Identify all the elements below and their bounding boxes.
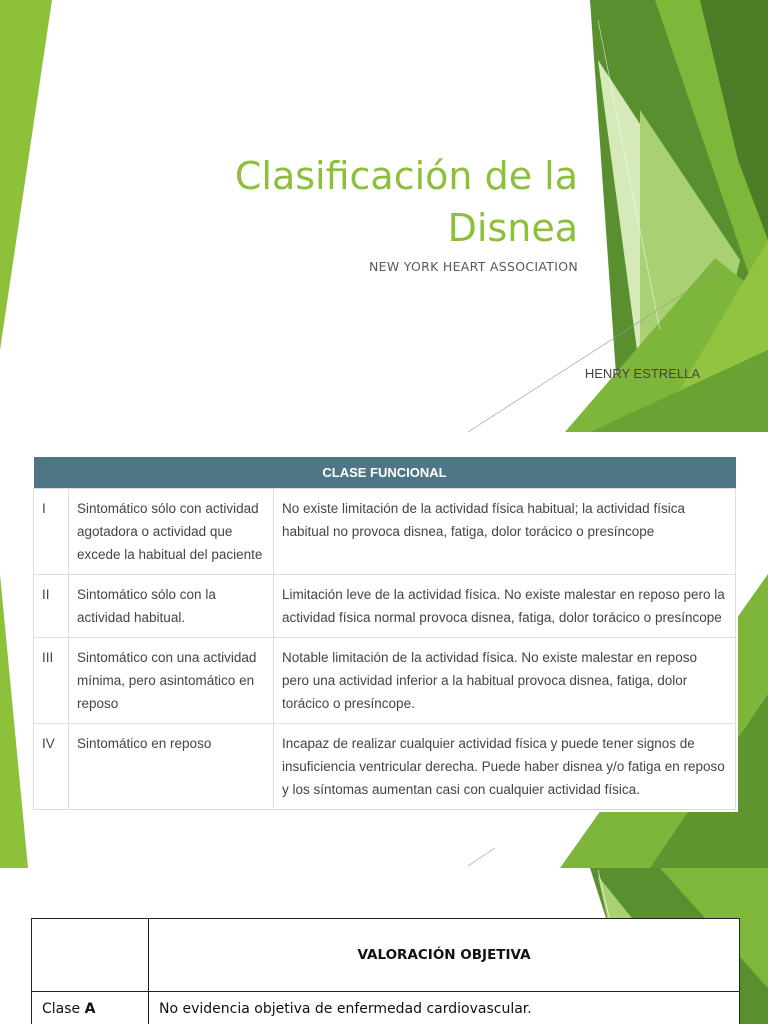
title-slide <box>0 0 768 434</box>
class-label <box>32 992 149 1024</box>
table-header: CLASE FUNCIONAL <box>34 457 736 489</box>
table-row <box>34 724 736 810</box>
assessment-header: VALORACIÓN OBJETIVA <box>149 919 740 992</box>
description-cell: Notable limitación de la actividad física. No existe malestar en reposo pero una actividad inferior a la habitual provoca disnea, fatiga, dolor torácico o presíncope. <box>274 638 736 724</box>
class-letter: A <box>84 1001 96 1017</box>
table-row <box>34 638 736 724</box>
class-label-prefix: Clase <box>42 1001 85 1017</box>
empty-corner-cell <box>32 919 149 992</box>
slide-subtitle: NEW YORK HEART ASSOCIATION <box>368 259 578 274</box>
functional-class-table <box>33 457 736 810</box>
author-name: HENRY ESTRELLA <box>584 366 700 381</box>
symptom-cell: Sintomático sólo con actividad agotadora o actividad que excede la habitual del paciente <box>69 489 274 575</box>
title-line-2: Disnea <box>447 206 578 250</box>
description-cell: Incapaz de realizar cualquier actividad física y puede tener signos de insuficiencia ventricular derecha. Puede haber disnea y/o fatiga en reposo y los síntomas aumentan casi con cualquier actividad física. <box>274 724 736 810</box>
title-line-1: Clasificación de la <box>234 154 578 198</box>
table-row <box>34 489 736 575</box>
description-cell: No existe limitación de la actividad física habitual; la actividad física habitual no provoca disnea, fatiga, dolor torácico o presíncope <box>274 489 736 575</box>
class-cell: I <box>34 489 69 575</box>
slide-title <box>150 150 578 254</box>
symptom-cell: Sintomático sólo con la actividad habitual. <box>69 575 274 638</box>
assessment-text: No evidencia objetiva de enfermedad cardiovascular. <box>149 992 740 1024</box>
objective-assessment-table <box>31 918 740 1024</box>
symptom-cell: Sintomático en reposo <box>69 724 274 810</box>
table-row <box>34 575 736 638</box>
class-cell: III <box>34 638 69 724</box>
class-cell: IV <box>34 724 69 810</box>
functional-class-slide <box>0 434 768 868</box>
table-row <box>32 992 740 1024</box>
description-cell: Limitación leve de la actividad física. No existe malestar en reposo pero la actividad física normal provoca disnea, fatiga, dolor torácico o presíncope <box>274 575 736 638</box>
objective-assessment-slide <box>0 868 768 1024</box>
class-cell: II <box>34 575 69 638</box>
symptom-cell: Sintomático con una actividad mínima, pero asintomático en reposo <box>69 638 274 724</box>
